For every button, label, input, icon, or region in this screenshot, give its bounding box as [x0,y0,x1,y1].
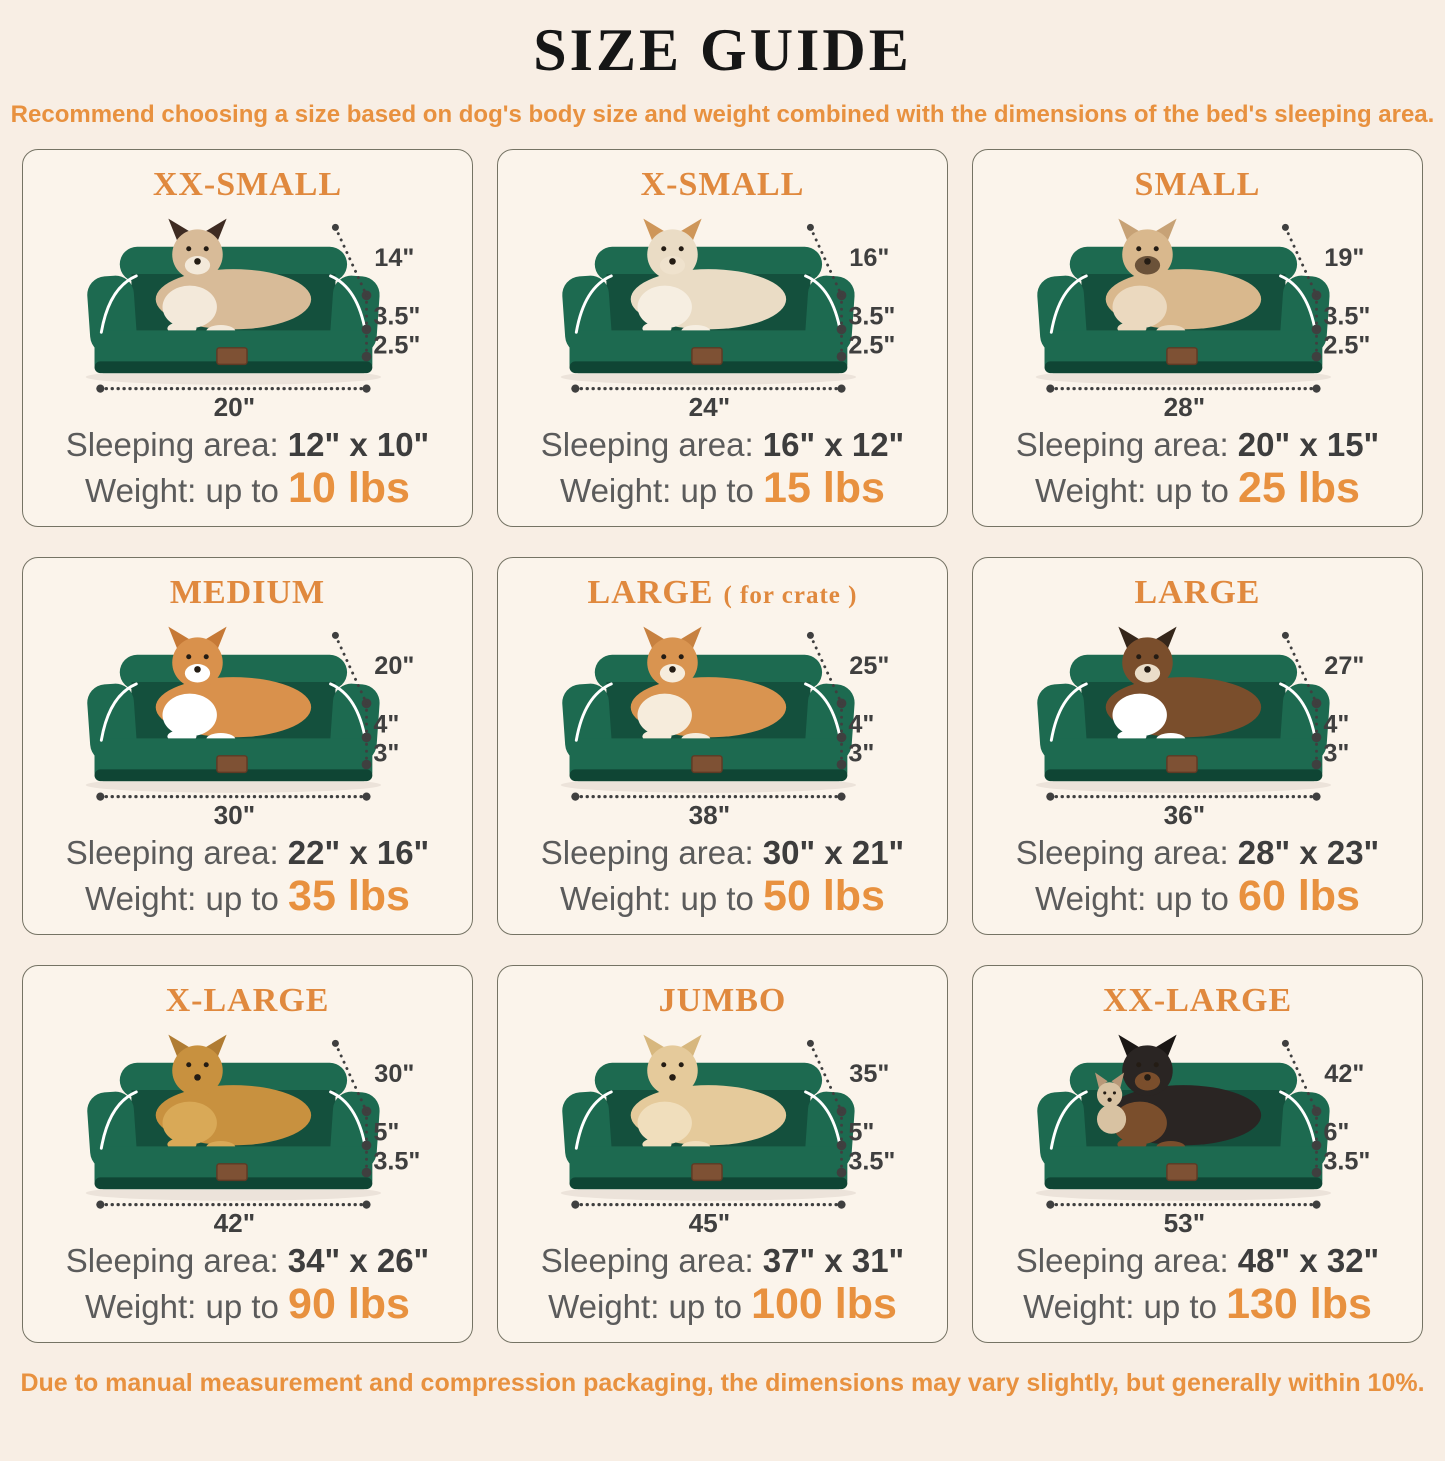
base-height-label: 3.5" [847,1147,895,1176]
width-dot-right [1312,793,1320,801]
sleeping-area-line [1016,1242,1379,1280]
width-dot-right [1312,385,1320,393]
sleeping-area-label: Sleeping area: [65,833,279,871]
bolster-height-label: 4" [847,710,874,739]
size-label: JUMBO [658,982,787,1019]
base-height-label: 3" [372,739,399,768]
weight-label: Weight: up to [560,879,754,917]
depth-dimension-label: 25" [848,652,889,681]
companion-head [1096,1082,1121,1107]
pet-nose [669,258,676,265]
size-card-xx-small [22,149,473,527]
size-label: XX-SMALL [152,166,343,203]
pet-eye-left [661,246,666,251]
pet-eye-right [1153,1062,1158,1067]
size-card-title [170,572,325,614]
pet-eye-left [1136,654,1141,659]
width-dot-left [96,793,104,801]
pet-nose [1144,666,1151,673]
pet-nose [194,1074,201,1081]
width-dimension-label: 45" [688,1207,730,1238]
pet-eye-left [661,654,666,659]
sleeping-area-line [541,1242,904,1280]
base-height-label: 3" [847,739,874,768]
pet-nose [194,666,201,673]
base-height-dot [361,760,371,770]
base-height-dot [1311,1168,1321,1178]
width-dimension-label: 30" [213,799,255,830]
width-dimension-label: 20" [213,391,255,422]
width-dot-right [837,385,845,393]
sleeping-area-label: Sleeping area: [65,1241,279,1279]
size-card-title [153,164,342,206]
weight-label: Weight: up to [560,471,754,509]
pet-eye-right [678,654,683,659]
depth-dimension-dot-top [806,224,813,231]
pet-chest [1112,694,1166,737]
brand-tag [216,1164,246,1181]
weight-label: Weight: up to [85,879,279,917]
width-dot-right [837,793,845,801]
weight-line [548,1280,897,1329]
sleeping-area-label: Sleeping area: [540,425,754,463]
width-dimension-label: 28" [1163,391,1205,422]
sleeping-area-label: Sleeping area: [540,833,754,871]
brand-tag [691,348,721,365]
bolster-height-label: 4" [1322,710,1349,739]
weight-line [560,464,885,513]
bed-illustration [519,206,927,422]
pet-chest [162,694,216,737]
size-label: XX-LARGE [1102,982,1293,1019]
width-dot-left [1046,793,1054,801]
size-card-xx-large [972,965,1423,1343]
weight-line [85,464,410,513]
size-card-small [972,149,1423,527]
size-card-title [588,572,858,614]
pet-illustration-shih-tzu-puppy [630,219,785,338]
base-height-label: 3.5" [372,1147,420,1176]
depth-dimension-label: 27" [1323,652,1364,681]
size-label: LARGE [1134,574,1261,611]
pet-eye-left [186,1062,191,1067]
width-dimension-label: 42" [213,1207,255,1238]
width-dot-left [571,385,579,393]
bolster-height-label: 6" [1322,1118,1349,1147]
size-card-x-small [497,149,948,527]
pet-illustration-border-collie [1105,627,1260,746]
weight-label: Weight: up to [85,471,279,509]
brand-tag [691,756,721,773]
bed-illustration [994,1022,1402,1238]
weight-value: 130 lbs [1226,1279,1372,1328]
sleeping-area-value: 16" x 12" [762,425,905,463]
base-height-label: 2.5" [847,331,895,360]
base-height-label: 3" [1322,739,1349,768]
size-card-medium [22,557,473,935]
sleeping-area-value: 20" x 15" [1237,425,1380,463]
sleeping-area-value: 28" x 23" [1237,833,1380,871]
pet-nose [1144,258,1151,265]
brand-tag [1166,756,1196,773]
pet-chest [162,286,216,329]
width-dimension-label: 24" [688,391,730,422]
size-card-title [1103,980,1292,1022]
pet-chest [162,1102,216,1145]
weight-label: Weight: up to [548,1287,742,1325]
weight-line [85,1280,410,1329]
bed-illustration [994,206,1402,422]
bolster-height-label: 3.5" [847,302,895,331]
width-dot-right [362,793,370,801]
depth-dimension-label: 16" [848,244,889,273]
depth-dimension-dot-top [1281,632,1288,639]
size-card-large-crate [497,557,948,935]
sleeping-area-line [1016,426,1379,464]
pet-eye-right [203,654,208,659]
size-card-title [1135,164,1261,206]
depth-dimension-dot-top [1281,1040,1288,1047]
bolster-height-label: 5" [372,1118,399,1147]
sleeping-area-line [66,834,429,872]
pet-nose [194,258,201,265]
width-dimension-label: 53" [1163,1207,1205,1238]
weight-value: 60 lbs [1238,871,1360,920]
sleeping-area-value: 48" x 32" [1237,1241,1380,1279]
pet-eye-left [661,1062,666,1067]
bed-illustration [44,1022,452,1238]
base-height-dot [836,352,846,362]
pet-illustration-labrador [630,1035,785,1154]
width-dot-left [571,1201,579,1209]
size-card-large [972,557,1423,935]
width-dot-right [362,1201,370,1209]
companion-eye-left [1103,1091,1106,1094]
base-height-label: 3.5" [1322,1147,1370,1176]
base-height-dot [1311,352,1321,362]
pet-eye-right [678,1062,683,1067]
sleeping-area-value: 22" x 16" [287,833,430,871]
bolster-height-label: 4" [372,710,399,739]
width-dot-left [571,793,579,801]
width-dot-left [1046,1201,1054,1209]
weight-label: Weight: up to [1023,1287,1217,1325]
size-card-title [641,164,805,206]
weight-value: 35 lbs [288,871,410,920]
size-card-x-large [22,965,473,1343]
weight-label: Weight: up to [1035,471,1229,509]
width-dot-left [96,1201,104,1209]
base-height-dot [836,760,846,770]
weight-label: Weight: up to [1035,879,1229,917]
sleeping-area-label: Sleeping area: [1015,425,1229,463]
width-dot-left [96,385,104,393]
sleeping-area-label: Sleeping area: [1015,833,1229,871]
sleeping-area-line [66,426,429,464]
depth-dimension-label: 30" [373,1060,414,1089]
pet-chest [637,286,691,329]
bed-illustration [519,1022,927,1238]
pet-eye-right [678,246,683,251]
size-card-title [166,980,330,1022]
depth-dimension-dot-top [806,1040,813,1047]
depth-dimension-label: 35" [848,1060,889,1089]
size-note: ( for crate ) [723,582,858,609]
sleeping-area-label: Sleeping area: [540,1241,754,1279]
size-label: MEDIUM [169,574,326,611]
weight-value: 50 lbs [763,871,885,920]
depth-dimension-dot-top [806,632,813,639]
companion-nose [1107,1098,1111,1102]
pet-nose [669,666,676,673]
page-footer: Due to manual measurement and compression packaging, the dimensions may vary slightly, but generally within 10%. [20,1369,1425,1397]
pet-chest [1112,286,1166,329]
pet-illustration-cat [155,219,310,338]
size-label: X-LARGE [165,982,330,1019]
page-title: SIZE GUIDE [533,17,912,83]
pet-eye-left [1136,1062,1141,1067]
size-label: SMALL [1134,166,1261,203]
bolster-height-label: 5" [847,1118,874,1147]
depth-dimension-dot-top [1281,224,1288,231]
depth-dimension-label: 20" [373,652,414,681]
width-dot-right [362,385,370,393]
weight-value: 100 lbs [751,1279,897,1328]
weight-value: 25 lbs [1238,463,1360,512]
depth-dimension-dot-top [331,224,338,231]
size-cards-grid [22,149,1423,1343]
width-dimension-label: 38" [688,799,730,830]
pet-illustration-golden-retriever [155,1035,310,1154]
width-dimension-label: 36" [1163,799,1205,830]
pet-nose [1144,1074,1151,1081]
size-guide-page [0,16,1445,1398]
width-dot-right [837,1201,845,1209]
bed-illustration [994,614,1402,830]
pet-eye-left [186,246,191,251]
brand-tag [216,756,246,773]
sleeping-area-value: 12" x 10" [287,425,430,463]
depth-dimension-dot-top [331,1040,338,1047]
bed-illustration [44,614,452,830]
companion-body [1096,1105,1125,1134]
weight-line [1023,1280,1372,1329]
pet-eye-right [203,1062,208,1067]
brand-tag [216,348,246,365]
width-dot-left [1046,385,1054,393]
pet-illustration-shiba-inu [630,627,785,746]
base-height-dot [836,1168,846,1178]
weight-line [560,872,885,921]
size-card-title [1135,572,1261,614]
pet-eye-right [203,246,208,251]
pet-chest [637,1102,691,1145]
weight-line [85,872,410,921]
depth-dimension-label: 19" [1323,244,1364,273]
sleeping-area-line [66,1242,429,1280]
companion-eye-right [1112,1091,1115,1094]
size-card-title [659,980,787,1022]
sleeping-area-label: Sleeping area: [1015,1241,1229,1279]
bolster-height-label: 3.5" [372,302,420,331]
base-height-dot [361,1168,371,1178]
base-height-dot [1311,760,1321,770]
depth-dimension-label: 14" [373,244,414,273]
pet-illustration-corgi [155,627,310,746]
pet-illustration-rottweiler [1095,1035,1261,1154]
sleeping-area-line [541,426,904,464]
sleeping-area-value: 37" x 31" [762,1241,905,1279]
width-dot-right [1312,1201,1320,1209]
pet-eye-left [1136,246,1141,251]
sleeping-area-value: 34" x 26" [287,1241,430,1279]
base-height-dot [361,352,371,362]
brand-tag [1166,1164,1196,1181]
sleeping-area-value: 30" x 21" [762,833,905,871]
sleeping-area-line [541,834,904,872]
size-label: X-SMALL [640,166,805,203]
pet-eye-right [1153,654,1158,659]
size-label: LARGE [587,574,714,611]
sleeping-area-line [1016,834,1379,872]
size-card-jumbo [497,965,948,1343]
brand-tag [691,1164,721,1181]
pet-illustration-french-bulldog [1105,219,1260,338]
weight-line [1035,464,1360,513]
pet-chest [637,694,691,737]
pet-nose [669,1074,676,1081]
weight-value: 15 lbs [763,463,885,512]
pet-eye-right [1153,246,1158,251]
bolster-height-label: 3.5" [1322,302,1370,331]
sleeping-area-label: Sleeping area: [65,425,279,463]
base-height-label: 2.5" [372,331,420,360]
brand-tag [1166,348,1196,365]
pet-eye-left [186,654,191,659]
depth-dimension-label: 42" [1323,1060,1364,1089]
page-subtitle: Recommend choosing a size based on dog's body size and weight combined with the dimensions of the bed's sleeping area. [10,101,1435,128]
bed-illustration [44,206,452,422]
weight-value: 10 lbs [288,463,410,512]
bed-illustration [519,614,927,830]
depth-dimension-dot-top [331,632,338,639]
base-height-label: 2.5" [1322,331,1370,360]
weight-line [1035,872,1360,921]
weight-label: Weight: up to [85,1287,279,1325]
weight-value: 90 lbs [288,1279,410,1328]
